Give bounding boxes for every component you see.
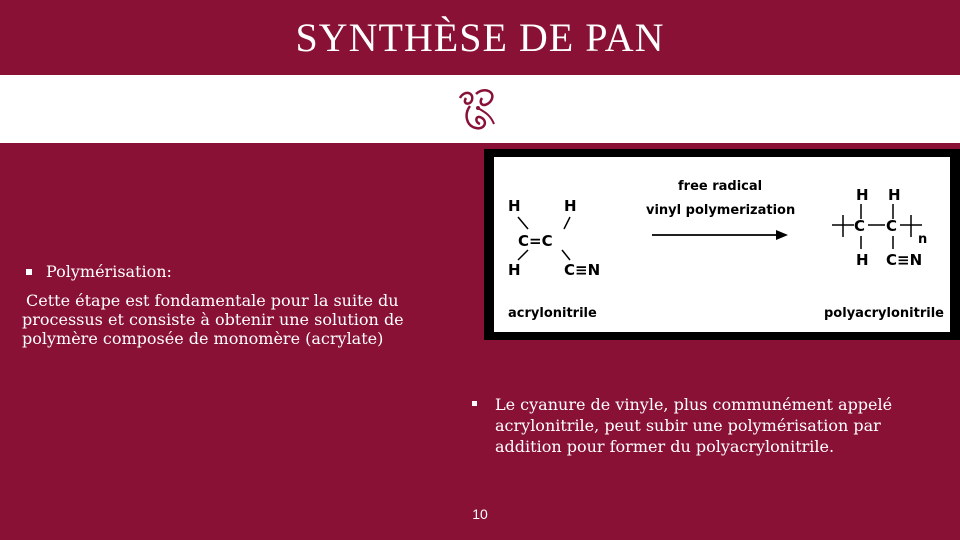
nitrile-group: C≡N	[886, 251, 923, 269]
title-bar	[0, 0, 960, 75]
polymer-label: polyacrylonitrile	[824, 306, 944, 321]
slide-title: SYNTHÈSE DE PAN	[295, 15, 665, 60]
scroll-ornament-icon	[454, 84, 506, 136]
atom-c: C	[886, 217, 898, 235]
body-paragraph: Cette étape est fondamentale pour la suite du processus et consiste à obtenir une solution de polymère composée de monomère (acrylate)	[22, 291, 404, 348]
atom-h: H	[856, 186, 869, 204]
bullet-marker	[26, 269, 32, 275]
reaction-figure-canvas	[494, 157, 950, 332]
bond-line	[562, 250, 570, 260]
atom-h: H	[508, 261, 521, 279]
left-content	[22, 262, 462, 348]
arrow-head-icon	[776, 230, 788, 240]
monomer-label: acrylonitrile	[508, 306, 597, 321]
double-bond-group: C=C	[518, 232, 553, 250]
reaction-diagram	[494, 157, 950, 332]
reaction-figure	[484, 149, 960, 340]
bullet-item	[22, 262, 462, 281]
bond-line	[518, 217, 528, 229]
atom-h: H	[856, 251, 869, 269]
bond-line	[518, 250, 528, 260]
atom-h: H	[508, 197, 521, 215]
arrow-label-line2: vinyl polymerization	[646, 203, 796, 218]
bullet-heading: Polymérisation:	[46, 262, 172, 281]
subscript-n: n	[918, 232, 928, 247]
right-content	[468, 394, 938, 457]
atom-h: H	[888, 186, 901, 204]
arrow-label-line1: free radical	[678, 179, 763, 194]
nitrile-group: C≡N	[564, 261, 601, 279]
atom-c: C	[854, 217, 866, 235]
page-number: 10	[472, 506, 488, 522]
atom-h: H	[564, 197, 577, 215]
bullet-marker	[472, 401, 477, 406]
bond-line	[564, 217, 570, 229]
bullet-text: Le cyanure de vinyle, plus communément appelé acrylonitrile, peut subir une polymérisation par addition pour former du polyacrylonitrile.	[495, 395, 893, 456]
